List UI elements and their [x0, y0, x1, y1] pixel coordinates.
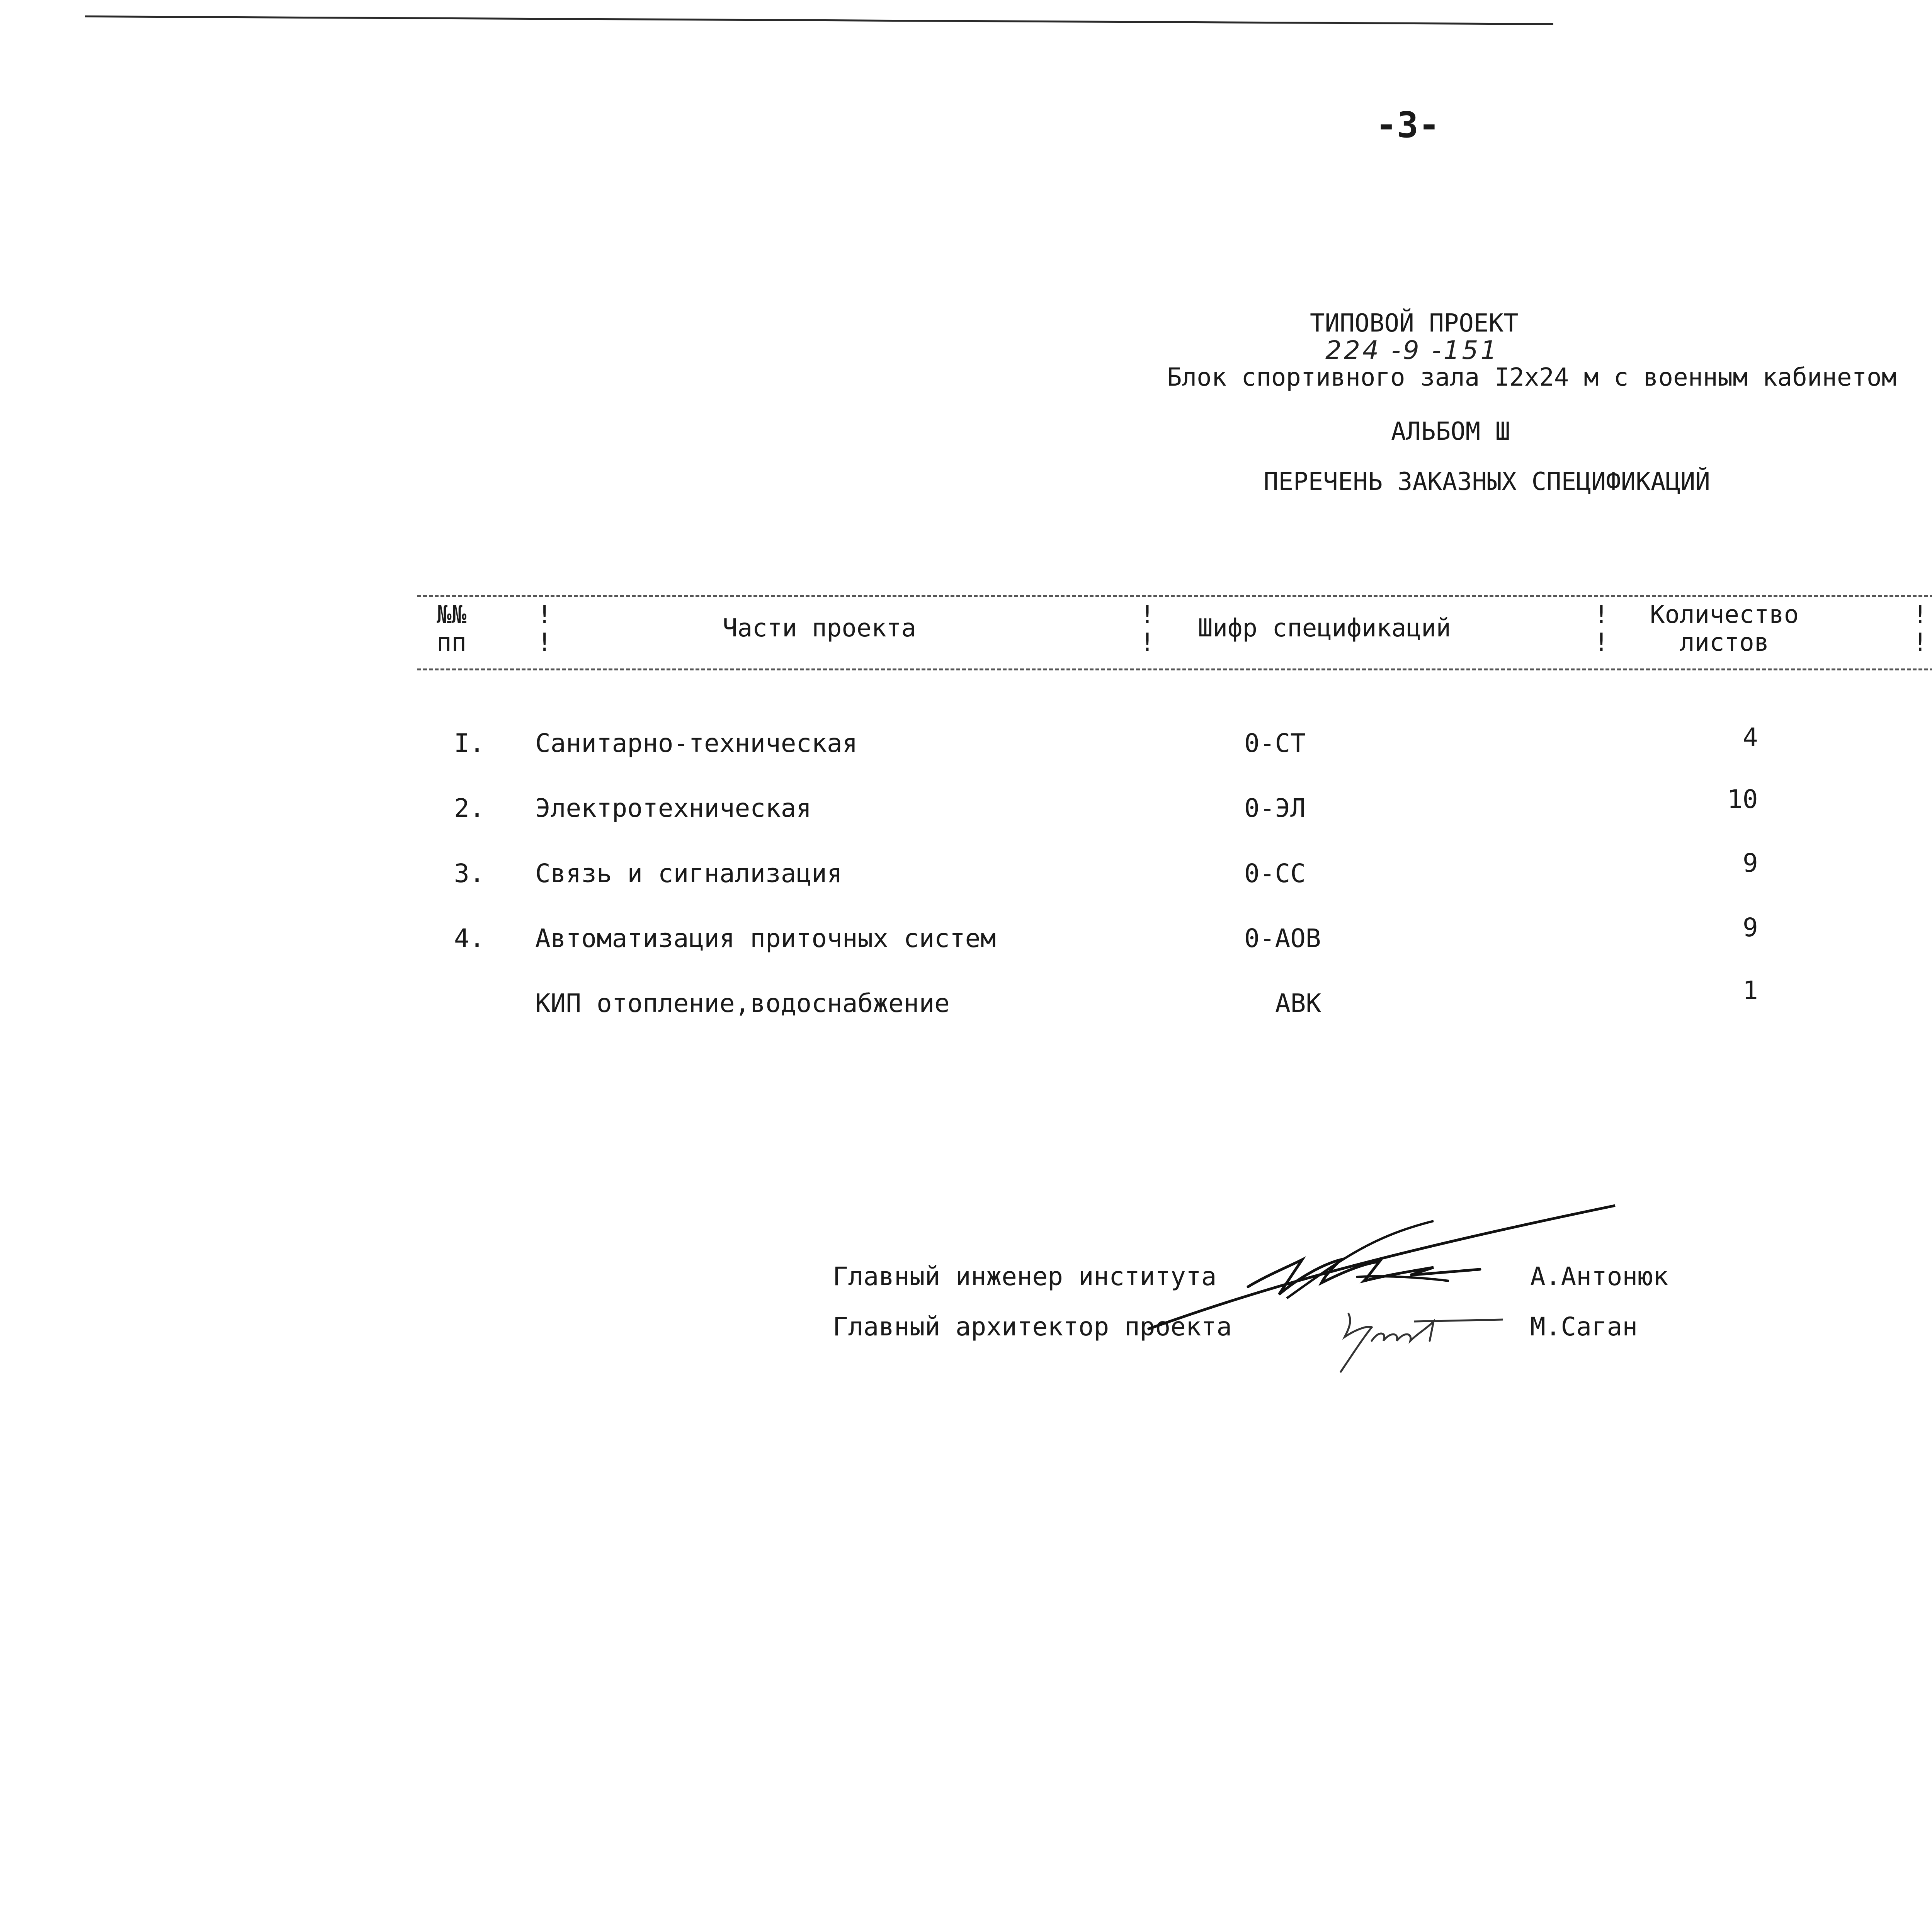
project-name: Блок спортивного зала I2х24 м с военным кабинетом — [1167, 363, 1897, 392]
signature-name-chief-architect: М.Саган — [1530, 1312, 1638, 1342]
col-header-code: Шифр спецификаций — [1198, 614, 1451, 643]
project-code: 224 -9 -151 — [1325, 335, 1499, 365]
scan-edge-top — [85, 15, 1553, 25]
row-sheets: 10 — [1727, 784, 1758, 814]
row-code: 0-ЭЛ — [1244, 793, 1306, 823]
col-separator: ! ! — [537, 600, 552, 657]
row-sheets: 9 — [1743, 848, 1758, 878]
row-num: 3. — [454, 859, 485, 888]
list-title: ПЕРЕЧЕНЬ ЗАКАЗНЫХ СПЕЦИФИКАЦИЙ — [1264, 468, 1710, 496]
table-top-rule — [417, 595, 1932, 597]
row-part: Автоматизация приточных систем — [535, 923, 996, 953]
signature-role-chief-engineer: Главный инженер института — [833, 1262, 1217, 1291]
row-code: 0-СС — [1244, 859, 1306, 888]
row-code: АВК — [1275, 988, 1321, 1018]
row-part: Электротехническая — [535, 793, 812, 823]
col-separator: ! ! — [1913, 600, 1928, 657]
row-num: I. — [454, 728, 485, 758]
signature-role-chief-architect: Главный архитектор проекта — [833, 1312, 1232, 1342]
row-part: Санитарно-техническая — [535, 728, 858, 758]
col-separator: ! ! — [1594, 600, 1609, 657]
row-num: 2. — [454, 793, 485, 823]
col-separator: ! ! — [1140, 600, 1155, 657]
table-header-rule — [417, 668, 1932, 670]
signature-name-chief-engineer: А.Антонюк — [1530, 1262, 1668, 1291]
row-sheets: 1 — [1743, 976, 1758, 1005]
doc-type-title: ТИПОВОЙ ПРОЕКТ — [1310, 309, 1519, 338]
row-code: 0-СТ — [1244, 728, 1306, 758]
album-title: АЛЬБОМ Ш — [1391, 417, 1510, 446]
row-num: 4. — [454, 923, 485, 953]
col-header-part: Части проекта — [723, 614, 916, 643]
row-sheets: 9 — [1743, 913, 1758, 942]
row-part: КИП отопление,водоснабжение — [535, 988, 950, 1018]
signature-mark-chief-architect — [1325, 1298, 1519, 1391]
row-code: 0-АОВ — [1244, 923, 1321, 953]
row-sheets: 4 — [1743, 723, 1758, 752]
col-header-num: №№ пп — [437, 600, 467, 657]
col-header-sheets: Количество листов — [1650, 600, 1799, 657]
row-part: Связь и сигнализация — [535, 859, 842, 888]
page-number: -3- — [1376, 104, 1440, 146]
